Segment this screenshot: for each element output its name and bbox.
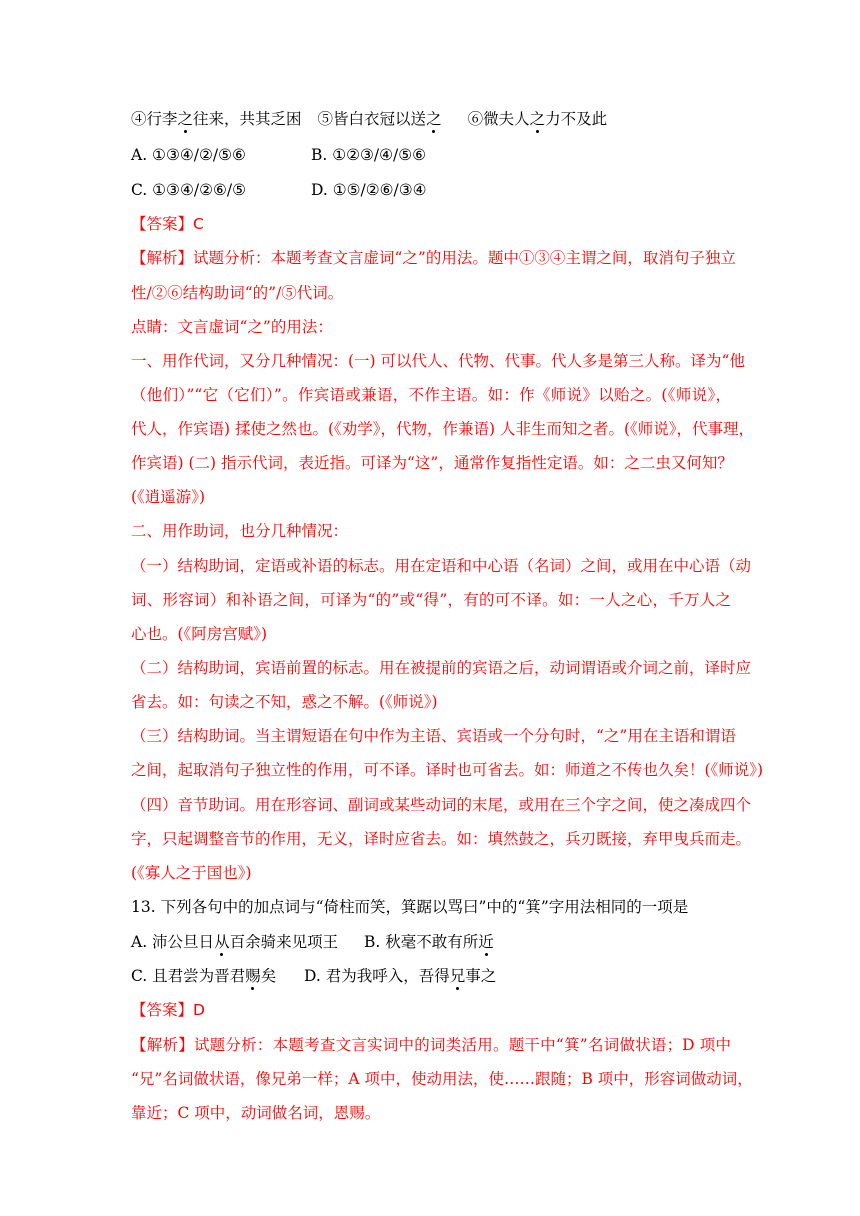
q12-analysis-line-1: 【解析】试题分析：本题考查文言虚词“之”的用法。题中①③④主谓之间，取消句子独立 <box>131 249 736 267</box>
answer-value: D <box>193 1001 205 1019</box>
choice-d-dotted-char: 兄 <box>449 967 466 985</box>
q12-choice-c: C. ①③④/②⑥/⑤ <box>131 181 246 199</box>
note-line: 心也。(《阿房宫赋》) <box>131 625 268 643</box>
note-line: 之间，起取消句子独立性的作用，可不译。译时也可省去。如：师道之不传也久矣！(《师说》) <box>131 761 764 779</box>
choice-a-pre: A. 沛公旦日 <box>131 933 215 951</box>
answer-value: C <box>193 215 204 233</box>
note-line: (《逍遥游》) <box>131 488 206 506</box>
note-line: 字，只起调整音节的作用，无义，译时应省去。如：填然鼓之，兵刃既接，弃甲曳兵而走。 <box>131 830 752 848</box>
q13-analysis-line-2: “兄”名词做状语，像兄弟一样；A 项中，使动用法，使……跟随；B 项中，形容词做动词， <box>131 1070 753 1088</box>
q13-stem: 13. 下列各句中的加点词与“倚柱而笑，箕踞以骂曰”中的“箕”字用法相同的一项是 <box>131 898 689 916</box>
choice-a-dotted-char: 从 <box>214 933 230 951</box>
choice-a-post: 百余骑来见项王 <box>229 933 339 951</box>
option-4-post: 往来，共其乏困 <box>193 110 302 128</box>
choice-d-pre: D. 君为我呼入，吾得 <box>304 967 450 985</box>
option-6-pre: ⑥微夫人 <box>467 110 530 128</box>
q13-analysis-line-1: 【解析】试题分析：本题考查文言实词中的词类活用。题干中“箕”名词做状语；D 项中 <box>131 1036 731 1054</box>
note-line: （他们）”“它（它们）”。作宾语或兼语，不作主语。如：作《师说》以贻之。(《师说》， <box>131 386 731 404</box>
option-4-pre: ④行李 <box>131 110 178 128</box>
q12-answer <box>131 214 204 234</box>
choice-b-dotted-char: 近 <box>478 933 494 951</box>
choice-b-pre: B. 秋毫不敢有所 <box>364 933 479 951</box>
choice-c-post: 矣 <box>260 967 277 985</box>
note-line: 代人，作宾语) 揉使之然也。(《劝学》，代物，作兼语) 人非生而知之者。(《师说》，代事理， <box>131 420 755 438</box>
q12-choice-d: D. ①⑤/②⑥/③④ <box>311 181 427 199</box>
choice-d-post: 事之 <box>465 967 497 985</box>
answer-label: 【答案】 <box>131 1001 194 1019</box>
note-line: 作宾语) (二) 指示代词，表近指。可译为“这”，通常作复指性定语。如：之二虫又何知？ <box>131 454 733 472</box>
q13-choice-d <box>304 966 496 986</box>
q13-answer <box>131 1000 205 1020</box>
q13-choice-c <box>131 966 276 986</box>
note-line: （一）结构助词，定语或补语的标志。用在定语和中心语（名词）之间，或用在中心语（动 <box>131 557 752 575</box>
q12-choice-b: B. ①②③/④/⑤⑥ <box>311 146 427 164</box>
q13-choice-a <box>131 932 338 952</box>
option-5-dotted-char: 之 <box>426 110 442 128</box>
note-line: 点睛：文言虚词“之”的用法： <box>131 318 333 336</box>
q12-analysis-line-2: 性/②⑥结构助词“的”/⑤代词。 <box>131 284 344 302</box>
note-line: 省去。如：句读之不知，惑之不解。(《师说》) <box>131 693 438 711</box>
answer-label: 【答案】 <box>131 215 194 233</box>
note-line: (《寡人之于国也》) <box>131 864 252 882</box>
option-5-pre: ⑤皆白衣冠以送 <box>317 110 427 128</box>
q12-choice-a: A. ①③④/②/⑤⑥ <box>131 146 246 164</box>
note-line: 词、形容词）和补语之间，可译为“的”或“得”，有的可不译。如：一人之心，千万人之 <box>131 591 731 609</box>
option-6-dotted-char: 之 <box>529 110 546 128</box>
q13-choice-b <box>364 932 494 952</box>
note-line: （四）音节助词。用在形容词、副词或某些动词的末尾，或用在三个字之间，使之凑成四个 <box>131 796 752 814</box>
choice-c-dotted-char: 赐 <box>245 967 261 985</box>
note-line: 一、用作代词，又分几种情况：(一) 可以代人、代物、代事。代人多是第三人称。译为“他 <box>131 352 745 370</box>
note-line: （二）结构助词，宾语前置的标志。用在被提前的宾语之后，动词谓语或介词之前，译时应 <box>131 659 752 677</box>
choice-c-pre: C. 且君尝为晋君 <box>131 967 246 985</box>
q13-analysis-line-3: 靠近；C 项中，动词做名词，恩赐。 <box>131 1104 381 1122</box>
q12-options-line <box>131 109 607 129</box>
option-6-post: 力不及此 <box>545 110 608 128</box>
note-line: （三）结构助词。当主谓短语在句中作为主语、宾语或一个分句时，“之”用在主语和谓语 <box>131 727 736 745</box>
note-line: 二、用作助词，也分几种情况： <box>131 522 349 540</box>
option-4-dotted-char: 之 <box>177 110 194 128</box>
